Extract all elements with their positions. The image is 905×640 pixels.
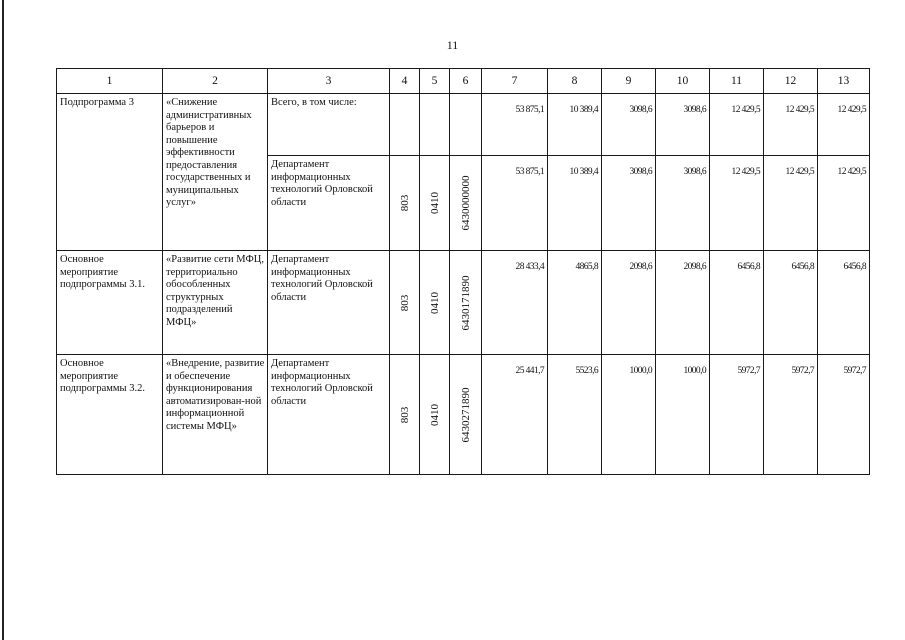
value-cell: 3098,6 (602, 94, 656, 156)
budget-table (56, 68, 870, 475)
header-cell: 8 (548, 69, 602, 94)
grbs-code: 803 (398, 194, 411, 212)
value-cell: 3098,6 (656, 156, 710, 251)
row-name-cell: Основное мероприятие подпрограммы 3.2. (57, 355, 163, 475)
page-number: 11 (446, 38, 459, 52)
value-cell: 53 875,1 (482, 156, 548, 251)
header-row (57, 69, 870, 94)
value-cell: 4865,8 (548, 251, 602, 355)
value-cell: 12 429,5 (818, 94, 870, 156)
grbs-code: 803 (398, 294, 411, 311)
value-cell: 53 875,1 (482, 94, 548, 156)
value-cell: 1000,0 (602, 355, 656, 475)
header-cell: 1 (57, 69, 163, 94)
value-cell: 10 389,4 (548, 94, 602, 156)
value-cell: 6456,8 (818, 251, 870, 355)
row-description-cell: «Развитие сети МФЦ, территориально обособленных структурных подразделений МФЦ» (163, 251, 268, 355)
table-row (57, 251, 870, 355)
executor-cell: Департамент информационных технологий Орловской области (268, 355, 390, 475)
header-cell: 10 (656, 69, 710, 94)
value-cell: 3098,6 (602, 156, 656, 251)
scan-edge-line (2, 0, 4, 640)
section-code: 0410 (428, 291, 441, 314)
value-cell: 6456,8 (710, 251, 764, 355)
value-cell: 5972,7 (710, 355, 764, 475)
grbs-code-cell (390, 251, 420, 355)
value-cell: 28 433,4 (482, 251, 548, 355)
row-name-cell: Основное мероприятие подпрограммы 3.1. (57, 251, 163, 355)
header-cell: 11 (710, 69, 764, 94)
target-code-cell (450, 251, 482, 355)
target-code-cell (450, 156, 482, 251)
target-code-cell (450, 355, 482, 475)
value-cell: 5972,7 (818, 355, 870, 475)
target-code: 6430171890 (459, 275, 472, 330)
grbs-code: 803 (398, 406, 411, 423)
empty-cell (420, 94, 450, 156)
section-code-cell (420, 156, 450, 251)
value-cell: 25 441,7 (482, 355, 548, 475)
header-cell: 7 (482, 69, 548, 94)
value-cell: 5972,7 (764, 355, 818, 475)
executor-cell: Всего, в том числе: (268, 94, 390, 156)
value-cell: 2098,6 (602, 251, 656, 355)
executor-cell: Департамент информационных технологий Орловской области (268, 251, 390, 355)
grbs-code-cell (390, 156, 420, 251)
value-cell: 5523,6 (548, 355, 602, 475)
value-cell: 3098,6 (656, 94, 710, 156)
section-code-cell (420, 355, 450, 475)
row-description-cell: «Снижение административных барьеров и повышение эффективности предоставления государственных и муниципальных услуг» (163, 94, 268, 251)
header-cell: 12 (764, 69, 818, 94)
header-cell: 13 (818, 69, 870, 94)
value-cell: 12 429,5 (818, 156, 870, 251)
target-code: 6430000000 (459, 175, 472, 231)
executor-cell: Департамент информационных технологий Орловской области (268, 156, 390, 251)
section-code: 0410 (428, 403, 441, 426)
grbs-code-cell (390, 355, 420, 475)
header-cell: 5 (420, 69, 450, 94)
empty-cell (450, 94, 482, 156)
row-description-cell: «Внедрение, развитие и обеспечение функционирования автоматизирован-ной информационной системы МФЦ» (163, 355, 268, 475)
header-cell: 9 (602, 69, 656, 94)
value-cell: 12 429,5 (764, 94, 818, 156)
value-cell: 12 429,5 (764, 156, 818, 251)
table-row (57, 94, 870, 156)
table-row (57, 355, 870, 475)
value-cell: 12 429,5 (710, 94, 764, 156)
section-code-cell (420, 251, 450, 355)
header-cell: 3 (268, 69, 390, 94)
header-cell: 6 (450, 69, 482, 94)
section-code: 0410 (428, 192, 441, 214)
header-cell: 4 (390, 69, 420, 94)
header-cell: 2 (163, 69, 268, 94)
value-cell: 12 429,5 (710, 156, 764, 251)
empty-cell (390, 94, 420, 156)
value-cell: 2098,6 (656, 251, 710, 355)
value-cell: 6456,8 (764, 251, 818, 355)
row-name-cell: Подпрограмма 3 (57, 94, 163, 251)
target-code: 6430271890 (459, 387, 472, 442)
value-cell: 10 389,4 (548, 156, 602, 251)
value-cell: 1000,0 (656, 355, 710, 475)
